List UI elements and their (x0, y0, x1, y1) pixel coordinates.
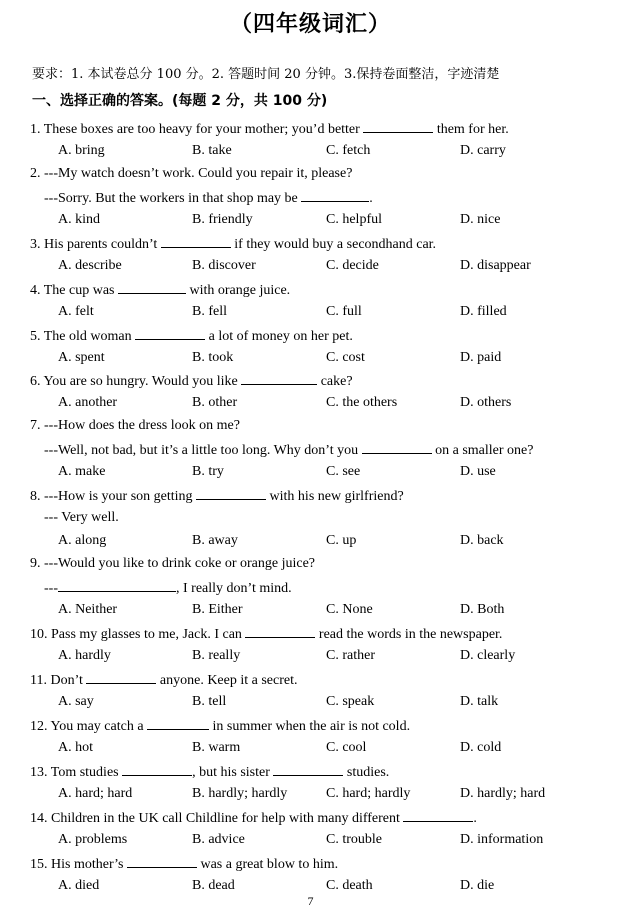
question-10-option-b[interactable]: B. really (192, 648, 241, 663)
question-8-option-a[interactable]: A. along (58, 533, 107, 548)
question-5-option-b[interactable]: B. took (192, 350, 234, 365)
question-text: . (369, 191, 373, 206)
exam-requirements: 要求：1. 本试卷总分 100 分。2. 答题时间 20 分钟。3.保持卷面整洁，字迹清楚 (32, 67, 500, 82)
answer-blank[interactable] (161, 235, 231, 248)
answer-blank[interactable] (86, 671, 156, 684)
question-7-option-d[interactable]: D. use (460, 464, 496, 479)
question-text: 2. ---My watch doesn’t work. Could you repair it, please? (30, 166, 353, 181)
question-6-option-a[interactable]: A. another (58, 395, 118, 410)
question-2-option-b[interactable]: B. friendly (192, 212, 253, 227)
question-10-line-1 (30, 625, 502, 643)
question-text: 15. His mother’s (30, 857, 127, 872)
answer-blank[interactable] (118, 281, 186, 294)
question-text: cake? (317, 374, 353, 389)
question-text: 9. ---Would you like to drink coke or orange juice? (30, 556, 316, 571)
question-text: , I really don’t mind. (176, 581, 292, 596)
question-2-option-d[interactable]: D. nice (460, 212, 501, 227)
question-text: a lot of money on her pet. (205, 329, 353, 344)
question-text: , but his sister (192, 765, 274, 780)
question-14-option-c[interactable]: C. trouble (326, 832, 382, 847)
question-13-option-c[interactable]: C. hard; hardly (326, 786, 411, 801)
question-7-line-2 (44, 441, 533, 459)
question-1-option-c[interactable]: C. fetch (326, 143, 371, 158)
question-12-option-d[interactable]: D. cold (460, 740, 502, 755)
question-15-option-c[interactable]: C. death (326, 878, 373, 893)
answer-blank[interactable] (58, 579, 176, 592)
question-text: 4. The cup was (30, 283, 118, 298)
question-9-option-b[interactable]: B. Either (192, 602, 243, 617)
question-4-line-1 (30, 281, 290, 299)
answer-blank[interactable] (196, 487, 266, 500)
question-text: with his new girlfriend? (266, 489, 404, 504)
question-13-line-1 (30, 763, 389, 781)
question-9-line-2 (44, 579, 292, 597)
question-4-option-a[interactable]: A. felt (58, 304, 94, 319)
answer-blank[interactable] (363, 120, 433, 133)
question-2-line-1 (30, 166, 352, 182)
question-text: 11. Don’t (30, 673, 87, 688)
answer-blank[interactable] (122, 763, 192, 776)
question-text: anyone. Keep it a secret. (156, 673, 298, 688)
question-text: --- (44, 581, 58, 596)
page-title: （四年级词汇） (229, 12, 391, 37)
question-12-option-b[interactable]: B. warm (192, 740, 241, 755)
question-4-option-d[interactable]: D. filled (460, 304, 507, 319)
question-text: read the words in the newspaper. (315, 627, 503, 642)
question-4-option-b[interactable]: B. fell (192, 304, 227, 319)
question-11-line-1 (30, 671, 298, 689)
question-14-line-1 (30, 809, 477, 827)
question-text: if they would buy a secondhand car. (230, 237, 437, 252)
question-text: 14. Children in the UK call Childline for help with many different (30, 811, 404, 826)
question-15-option-a[interactable]: A. died (58, 878, 100, 893)
question-text: them for her. (433, 122, 509, 137)
question-1-line-1 (30, 120, 509, 138)
question-6-option-d[interactable]: D. others (460, 395, 512, 410)
question-14-option-a[interactable]: A. problems (58, 832, 128, 847)
answer-blank[interactable] (245, 625, 315, 638)
question-text: ---Sorry. But the workers in that shop may be (44, 191, 302, 206)
question-text: 12. You may catch a (30, 719, 148, 734)
answer-blank[interactable] (273, 763, 343, 776)
question-10-option-c[interactable]: C. rather (326, 648, 375, 663)
question-11-option-c[interactable]: C. speak (326, 694, 375, 709)
question-10-option-a[interactable]: A. hardly (58, 648, 111, 663)
question-7-option-a[interactable]: A. make (58, 464, 106, 479)
question-12-option-c[interactable]: C. cool (326, 740, 367, 755)
question-text: 8. ---How is your son getting (30, 489, 197, 504)
question-11-option-b[interactable]: B. tell (192, 694, 227, 709)
question-2-option-a[interactable]: A. kind (58, 212, 100, 227)
question-text: 6. You are so hungry. Would you like (30, 374, 242, 389)
question-text: 3. His parents couldn’t (30, 237, 161, 252)
question-1-option-a[interactable]: A. bring (58, 143, 105, 158)
question-2-option-c[interactable]: C. helpful (326, 212, 382, 227)
question-14-option-b[interactable]: B. advice (192, 832, 245, 847)
question-9-option-c[interactable]: C. None (326, 602, 373, 617)
question-6-option-c[interactable]: C. the others (326, 395, 398, 410)
question-15-line-1 (30, 855, 338, 873)
question-text: ---Well, not bad, but it’s a little too long. Why don’t you (44, 443, 362, 458)
question-4-option-c[interactable]: C. full (326, 304, 362, 319)
question-3-option-c[interactable]: C. decide (326, 258, 379, 273)
question-text: . (473, 811, 477, 826)
question-7-option-b[interactable]: B. try (192, 464, 224, 479)
question-text: 5. The old woman (30, 329, 136, 344)
question-8-option-b[interactable]: B. away (192, 533, 238, 548)
question-9-line-1 (30, 556, 315, 572)
question-15-option-d[interactable]: D. die (460, 878, 495, 893)
question-text: studies. (343, 765, 390, 780)
question-3-option-b[interactable]: B. discover (192, 258, 256, 273)
answer-blank[interactable] (241, 372, 317, 385)
question-5-line-1 (30, 327, 353, 345)
answer-blank[interactable] (147, 717, 209, 730)
question-3-option-a[interactable]: A. describe (58, 258, 122, 273)
question-text: 7. ---How does the dress look on me? (30, 418, 240, 433)
answer-blank[interactable] (135, 327, 205, 340)
question-1-option-d[interactable]: D. carry (460, 143, 506, 158)
question-1-option-b[interactable]: B. take (192, 143, 232, 158)
question-13-option-b[interactable]: B. hardly; hardly (192, 786, 288, 801)
question-5-option-c[interactable]: C. cost (326, 350, 365, 365)
question-10-option-d[interactable]: D. clearly (460, 648, 516, 663)
question-text: 1. These boxes are too heavy for your mother; you’d better (30, 122, 364, 137)
question-14-option-d[interactable]: D. information (460, 832, 544, 847)
question-8-line-2 (44, 510, 119, 526)
question-8-line-1 (30, 487, 404, 505)
question-13-option-a[interactable]: A. hard; hard (58, 786, 133, 801)
question-2-line-2 (44, 189, 373, 207)
question-9-option-a[interactable]: A. Neither (58, 602, 118, 617)
question-11-option-d[interactable]: D. talk (460, 694, 499, 709)
question-7-option-c[interactable]: C. see (326, 464, 361, 479)
question-12-line-1 (30, 717, 410, 735)
question-text: --- Very well. (44, 510, 119, 525)
question-7-line-1 (30, 418, 240, 434)
question-text: with orange juice. (186, 283, 291, 298)
question-3-option-d[interactable]: D. disappear (460, 258, 531, 273)
question-text: 10. Pass my glasses to me, Jack. I can (30, 627, 246, 642)
answer-blank[interactable] (301, 189, 369, 202)
question-12-option-a[interactable]: A. hot (58, 740, 93, 755)
question-6-line-1 (30, 372, 353, 390)
question-3-line-1 (30, 235, 436, 253)
question-8-option-d[interactable]: D. back (460, 533, 504, 548)
section-title: 一、选择正确的答案。(每题 2 分，共 100 分) (32, 93, 328, 109)
question-8-option-c[interactable]: C. up (326, 533, 357, 548)
question-5-option-d[interactable]: D. paid (460, 350, 502, 365)
page-number: 7 (307, 894, 314, 908)
answer-blank[interactable] (127, 855, 197, 868)
question-9-option-d[interactable]: D. Both (460, 602, 505, 617)
question-5-option-a[interactable]: A. spent (58, 350, 105, 365)
question-text: 13. Tom studies (30, 765, 123, 780)
question-6-option-b[interactable]: B. other (192, 395, 238, 410)
question-15-option-b[interactable]: B. dead (192, 878, 235, 893)
question-13-option-d[interactable]: D. hardly; hard (460, 786, 546, 801)
question-text: in summer when the air is not cold. (209, 719, 411, 734)
answer-blank[interactable] (362, 441, 432, 454)
question-text: on a smaller one? (431, 443, 534, 458)
answer-blank[interactable] (403, 809, 473, 822)
question-11-option-a[interactable]: A. say (58, 694, 94, 709)
question-text: was a great blow to him. (196, 857, 339, 872)
